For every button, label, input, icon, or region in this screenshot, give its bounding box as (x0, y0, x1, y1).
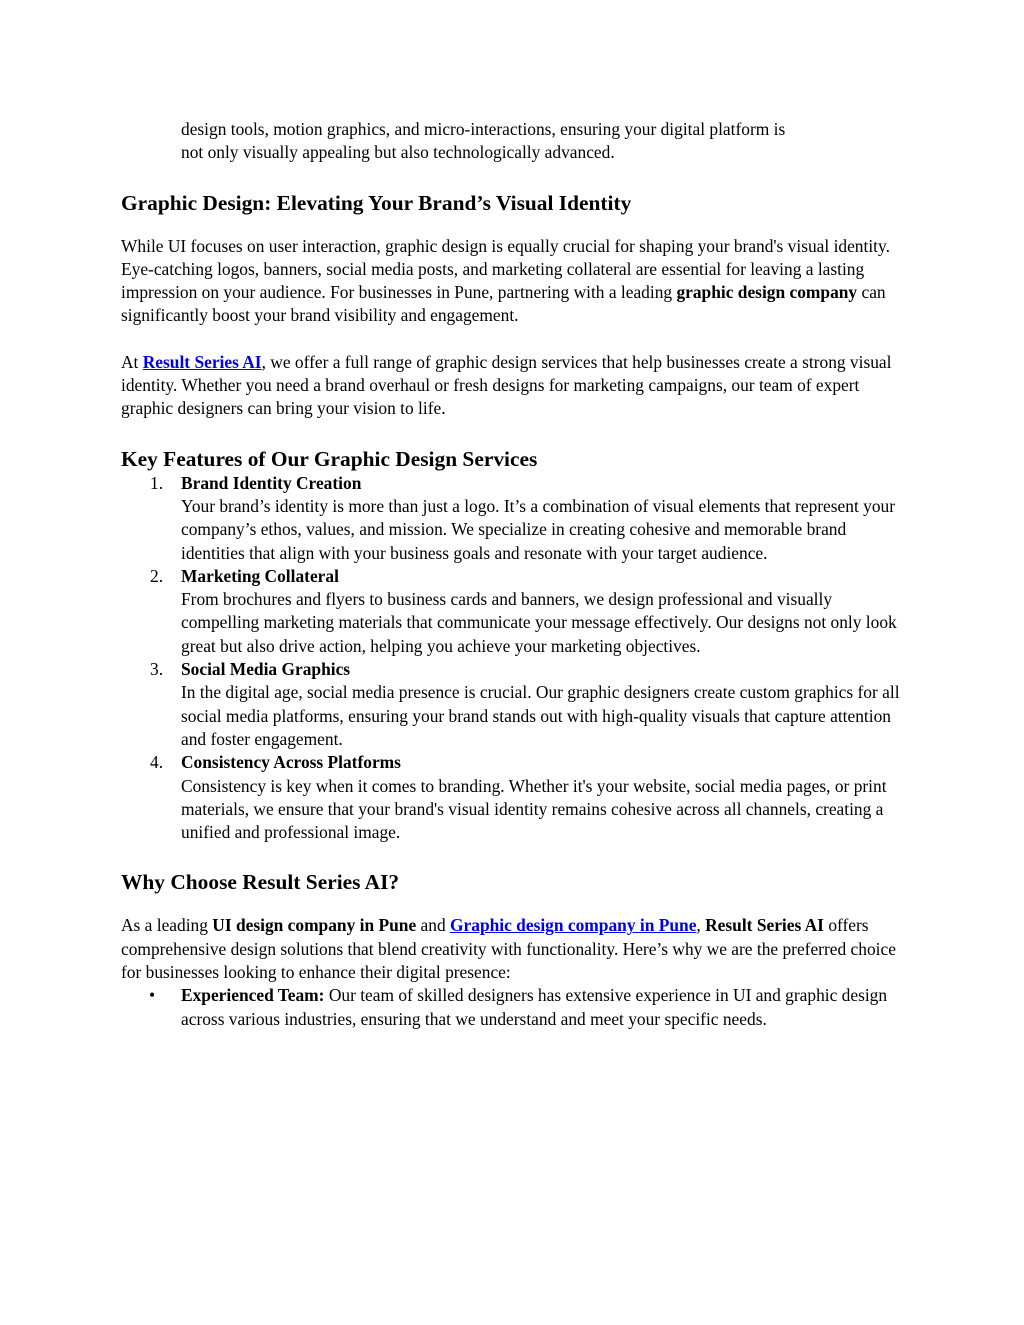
document-page (121, 118, 911, 1031)
feature-body: Your brand’s identity is more than just a logo. It’s a combination of visual elements that represent your company’s ethos, values, and mission. We specialize in creating cohesive and memorable brand identities that align with your business goals and resonate with your target audience. (181, 495, 896, 563)
bullet-title: Experienced Team: (181, 985, 325, 1006)
features-list (121, 472, 911, 845)
feature-title: Consistency Across Platforms (181, 752, 401, 773)
feature-number: 3. (150, 659, 164, 680)
graphic-p2-text: , we offer a full range of graphic design services that help businesses create a strong visual identity. Whether you need a brand overhaul or fresh designs for marketing campaigns, our team of expert graphic designers can bring your vision to life. (121, 351, 892, 419)
why-bullet-list (121, 984, 911, 1031)
result-series-ai-link[interactable]: Result Series AI (142, 351, 262, 372)
bullet-item (121, 984, 911, 1031)
feature-title: Marketing Collateral (181, 565, 339, 586)
feature-number: 4. (150, 752, 164, 773)
graphic-p1-text-end: can significantly boost your brand visibility and engagement. (121, 282, 886, 326)
feature-item (121, 658, 911, 751)
intro-line-1: design tools, motion graphics, and micro-interactions, ensuring your digital platform is (181, 119, 786, 139)
why-text-and: and (416, 915, 450, 936)
bullet-body: Our team of skilled designers has extensive experience in UI and graphic design across various industries, ensuring that we understand and meet your specific needs. (181, 985, 888, 1029)
why-text-comma: , (696, 915, 706, 936)
why-choose-heading: Why Choose Result Series AI? (121, 870, 400, 895)
feature-body: In the digital age, social media presence is crucial. Our graphic designers create custom graphics for all social media platforms, ensuring your brand stands out with high-quality visuals that capture attention and foster engagement. (181, 682, 900, 749)
intro-line-2: not only visually appealing but also technologically advanced. (181, 142, 615, 163)
intro-paragraph (121, 118, 911, 165)
graphic-design-company-bold: graphic design company (676, 282, 858, 303)
key-features-heading: Key Features of Our Graphic Design Services (121, 446, 538, 471)
feature-number: 1. (150, 472, 164, 493)
feature-item (121, 565, 911, 658)
feature-body: From brochures and flyers to business cards and banners, we design professional and visually compelling marketing materials that communicate your message effectively. Our designs not only look great but also drive action, helping you achieve your marketing objectives. (181, 589, 897, 656)
graphic-design-paragraph-1 (121, 235, 911, 328)
graphic-design-heading: Graphic Design: Elevating Your Brand’s Visual Identity (121, 190, 632, 215)
feature-number: 2. (150, 565, 164, 586)
feature-title: Social Media Graphics (181, 659, 351, 680)
graphic-p2-text-start: At (121, 351, 143, 372)
ui-design-company-bold: UI design company in Pune (212, 915, 417, 936)
graphic-design-company-link[interactable]: Graphic design company in Pune (450, 915, 697, 936)
graphic-p1-text: While UI focuses on user interaction, graphic design is equally crucial for shaping your brand's visual identity. Eye-catching logos, banners, social media posts, and marketing collateral are essential for leaving a lasting impression on your audience. For businesses in Pune, partnering with a leading (121, 235, 890, 303)
graphic-design-paragraph-2 (121, 351, 911, 421)
feature-item (121, 472, 911, 565)
feature-title: Brand Identity Creation (181, 472, 362, 493)
why-text-end: offers comprehensive design solutions that blend creativity with functionality. Here’s why we are the preferred choice for businesses looking to enhance their digital presence: (121, 915, 896, 983)
result-series-ai-bold: Result Series AI (705, 915, 824, 936)
why-text-start: As a leading (121, 915, 213, 936)
why-choose-paragraph (121, 914, 911, 984)
bullet-marker: • (149, 985, 156, 1006)
feature-item (121, 751, 911, 844)
feature-body: Consistency is key when it comes to branding. Whether it's your website, social media pages, or print materials, we ensure that your brand's visual identity remains cohesive across all channels, creating a unified and professional image. (181, 775, 887, 843)
